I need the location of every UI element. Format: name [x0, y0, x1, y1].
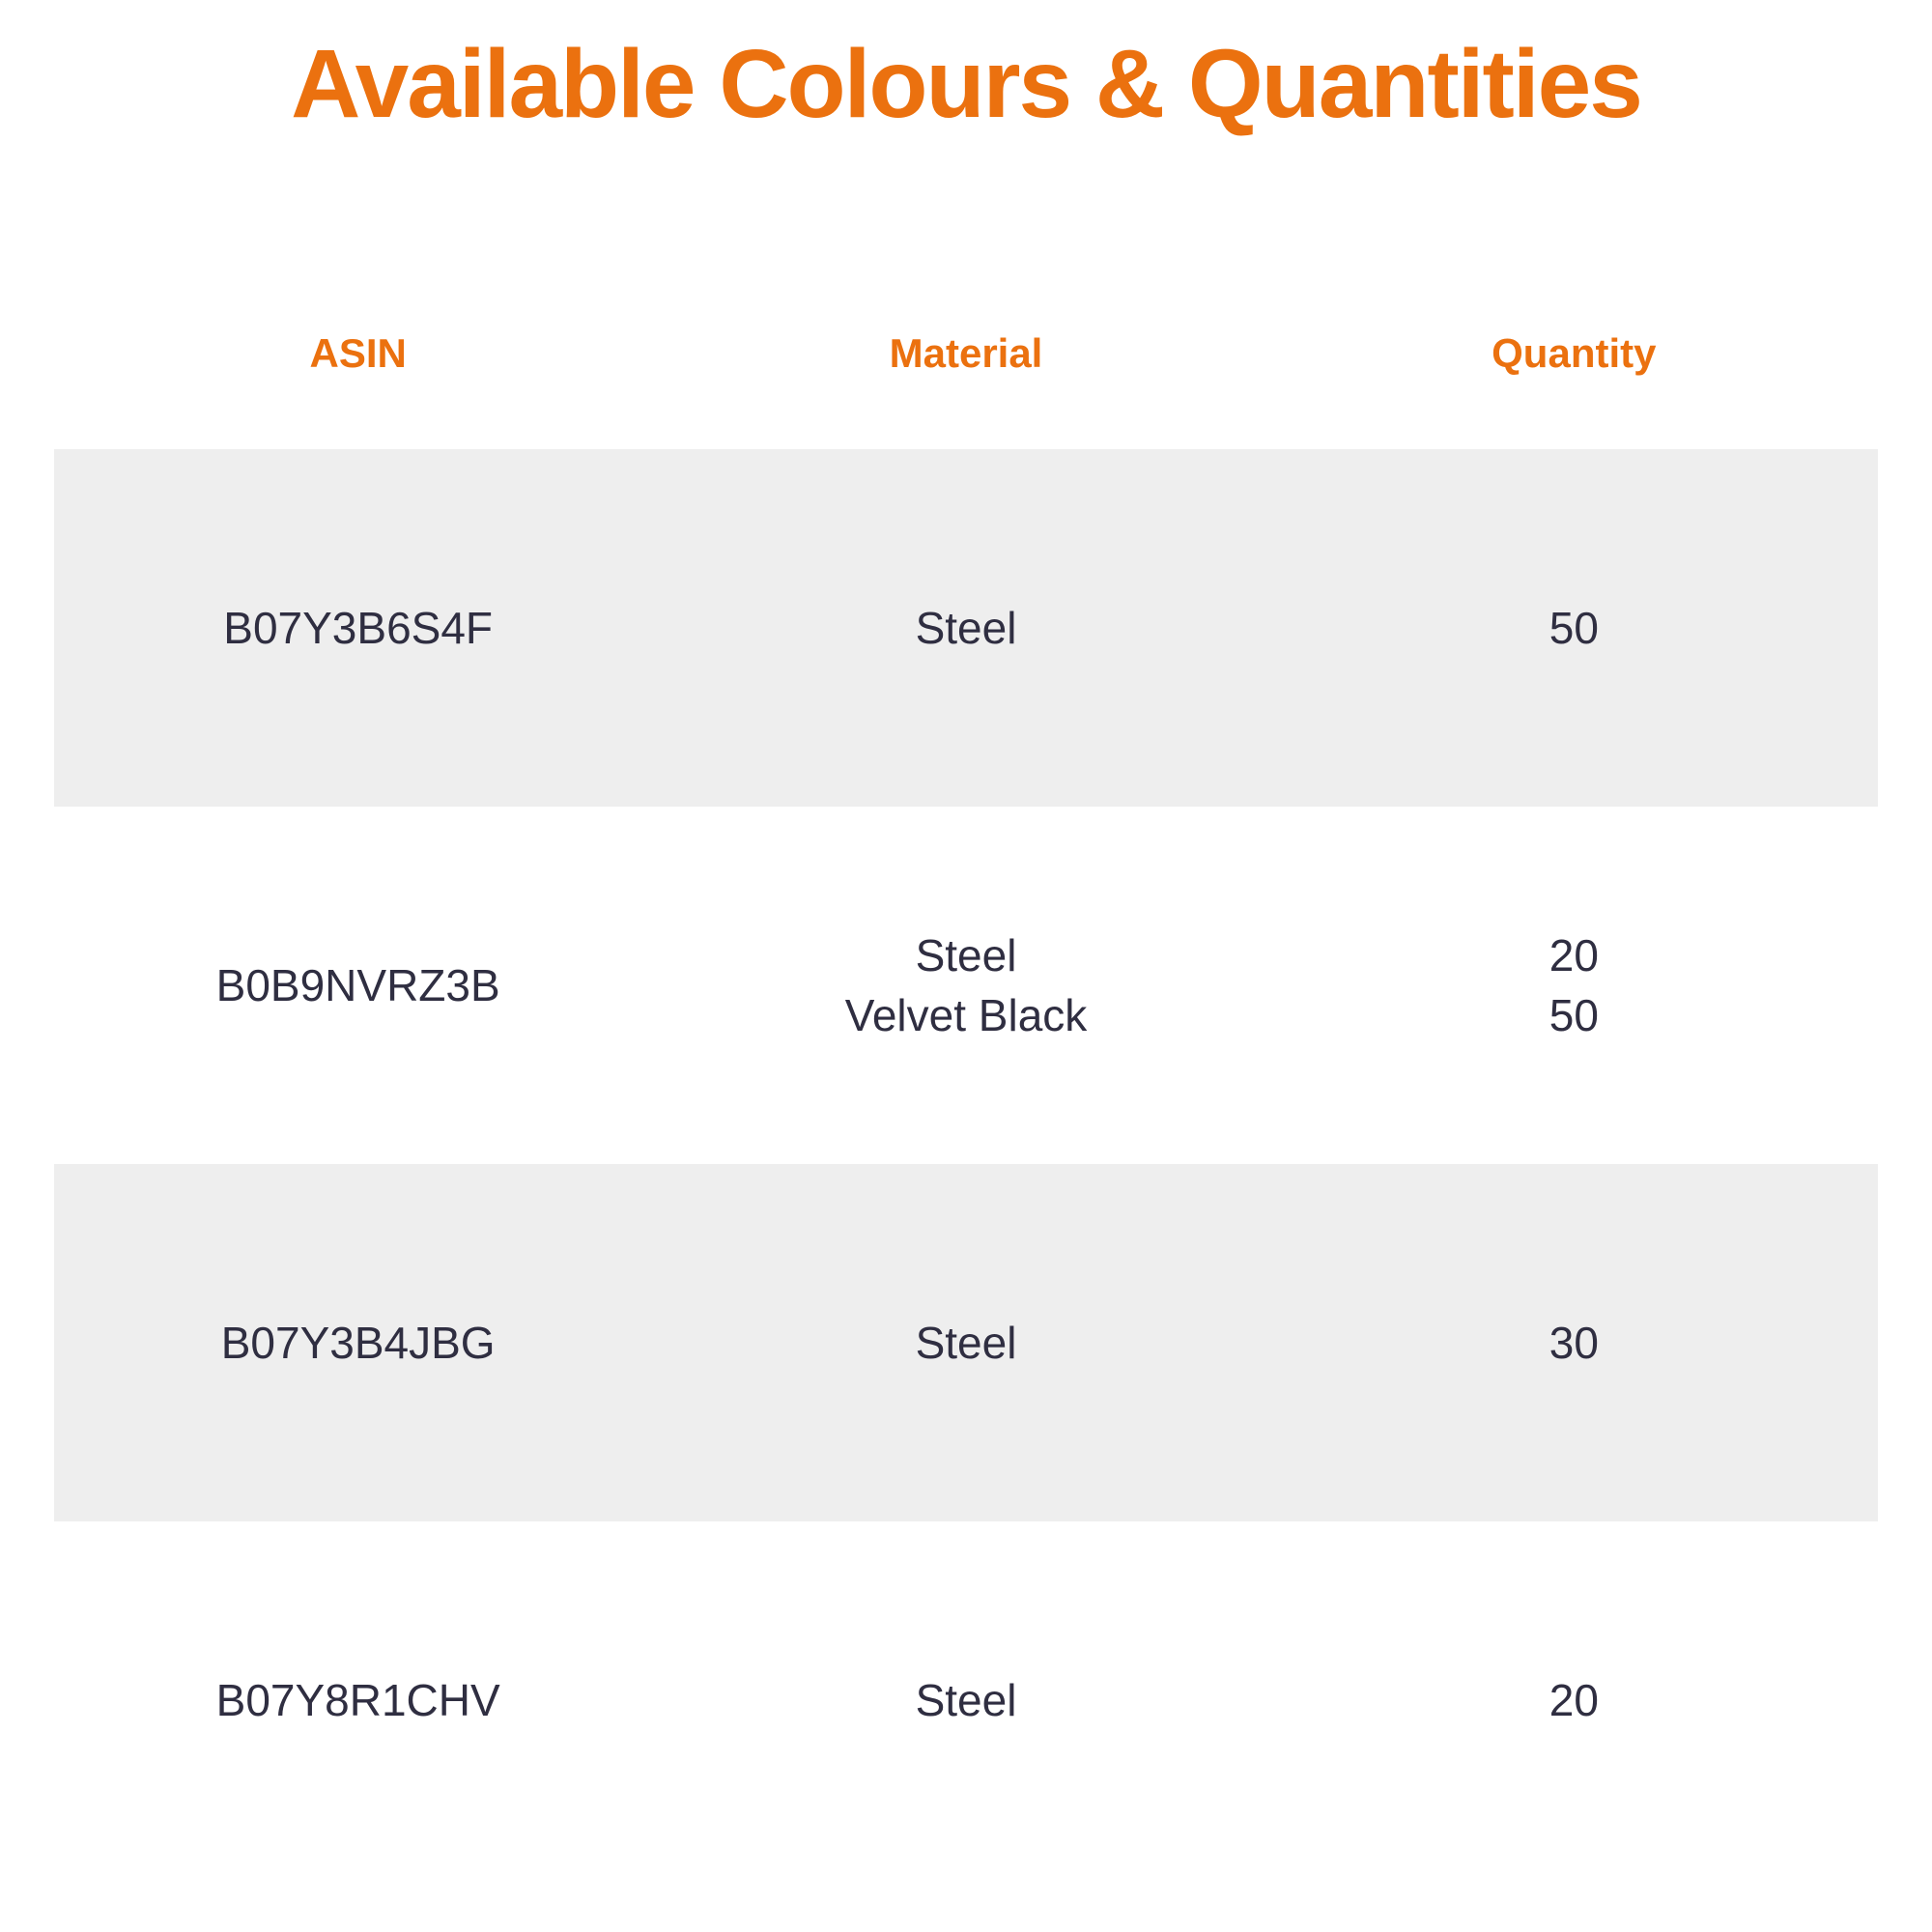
- material-line: Velvet Black: [844, 990, 1088, 1040]
- asin-cell: B0B9NVRZ3B: [215, 960, 500, 1010]
- material-line: Steel: [915, 603, 1017, 653]
- table-row: [54, 807, 1878, 1164]
- table-header-row: [54, 330, 1878, 376]
- quantity-line: 20: [1548, 1675, 1599, 1725]
- quantity-cell: [1270, 1670, 1878, 1730]
- material-line: Steel: [915, 1675, 1017, 1725]
- table-row: [54, 449, 1878, 807]
- quantity-cell: [1270, 1313, 1878, 1373]
- material-line: Steel: [915, 930, 1017, 980]
- asin-cell: B07Y3B6S4F: [223, 603, 494, 653]
- column-header-asin: ASIN: [309, 330, 407, 376]
- quantity-line: 20: [1548, 930, 1599, 980]
- material-cell: [662, 598, 1269, 658]
- asin-cell: B07Y8R1CHV: [215, 1675, 500, 1725]
- column-header-material: Material: [889, 330, 1043, 376]
- quantity-cell: [1270, 925, 1878, 1045]
- quantity-line: 50: [1548, 990, 1599, 1040]
- page-title: Available Colours & Quantities: [291, 30, 1641, 138]
- material-cell: [662, 1313, 1269, 1373]
- asin-cell: B07Y3B4JBG: [220, 1318, 496, 1368]
- quantity-line: 30: [1548, 1318, 1599, 1368]
- material-line: Steel: [915, 1318, 1017, 1368]
- quantity-cell: [1270, 598, 1878, 658]
- quantity-line: 50: [1548, 603, 1599, 653]
- material-cell: [662, 1670, 1269, 1730]
- column-header-quantity: Quantity: [1492, 330, 1657, 376]
- availability-table: [54, 330, 1878, 1879]
- table-row: [54, 1521, 1878, 1879]
- table-row: [54, 1164, 1878, 1521]
- material-cell: [662, 925, 1269, 1045]
